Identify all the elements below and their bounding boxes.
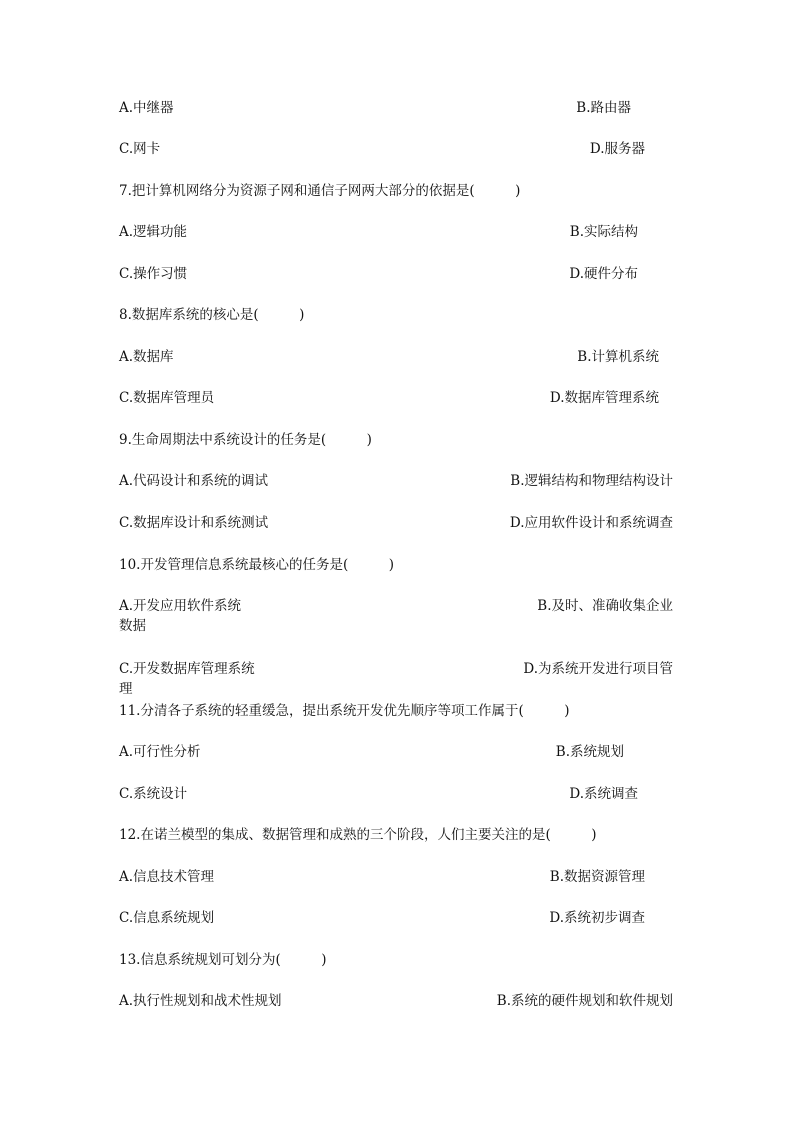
q11-stem: 11.分清各子系统的轻重缓急，提出系统开发优先顺序等项工作属于( ) xyxy=(119,703,570,719)
q10-option-b-wrap: 数据 xyxy=(119,618,146,634)
q10-option-b: B.及时、准确收集企业 xyxy=(537,598,673,614)
q8-option-a: A.数据库 xyxy=(119,349,174,365)
q10-option-c: C.开发数据库管理系统 xyxy=(119,661,255,677)
q11-option-d: D.系统调查 xyxy=(569,786,638,802)
q13-option-b: B.系统的硬件规划和软件规划 xyxy=(496,993,673,1009)
q7-option-d: D.硬件分布 xyxy=(569,266,638,282)
q7-option-c: C.操作习惯 xyxy=(119,266,188,282)
q10-option-d: D.为系统开发进行项目管 xyxy=(523,661,673,677)
q7-option-a: A.逻辑功能 xyxy=(119,224,188,240)
q8-option-d: D.数据库管理系统 xyxy=(549,390,659,406)
q6-option-d: D.服务器 xyxy=(589,141,645,157)
q9-option-a: A.代码设计和系统的调试 xyxy=(119,473,269,489)
q9-option-d: D.应用软件设计和系统调查 xyxy=(509,515,673,531)
q9-option-c: C.数据库设计和系统测试 xyxy=(119,515,269,531)
q9-stem: 9.生命周期法中系统设计的任务是( ) xyxy=(119,432,372,448)
q10-option-a: A.开发应用软件系统 xyxy=(119,598,242,614)
q11-option-c: C.系统设计 xyxy=(119,786,188,802)
q12-option-b: B.数据资源管理 xyxy=(549,869,645,885)
q13-option-a: A.执行性规划和战术性规划 xyxy=(119,993,282,1009)
q12-stem: 12.在诺兰模型的集成、数据管理和成熟的三个阶段，人们主要关注的是( ) xyxy=(119,827,597,843)
q11-option-a: A.可行性分析 xyxy=(119,744,201,760)
q12-option-d: D.系统初步调查 xyxy=(549,910,645,926)
q10-stem: 10.开发管理信息系统最核心的任务是( ) xyxy=(119,557,395,573)
q8-option-c: C.数据库管理员 xyxy=(119,390,215,406)
q6-option-c: C.网卡 xyxy=(119,141,161,157)
q11-option-b: B.系统规划 xyxy=(555,744,624,760)
q7-option-b: B.实际结构 xyxy=(569,224,638,240)
q7-stem: 7.把计算机网络分为资源子网和通信子网两大部分的依据是( ) xyxy=(119,183,521,199)
q8-stem: 8.数据库系统的核心是( ) xyxy=(119,307,305,323)
q6-option-a: A.中继器 xyxy=(119,100,174,116)
q8-option-b: B.计算机系统 xyxy=(577,349,659,365)
q12-option-a: A.信息技术管理 xyxy=(119,869,215,885)
q12-option-c: C.信息系统规划 xyxy=(119,910,215,926)
q9-option-b: B.逻辑结构和物理结构设计 xyxy=(510,473,673,489)
q10-option-d-wrap: 理 xyxy=(119,681,133,697)
q13-stem: 13.信息系统规划可划分为( ) xyxy=(119,952,327,968)
q6-option-b: B.路由器 xyxy=(576,100,631,116)
